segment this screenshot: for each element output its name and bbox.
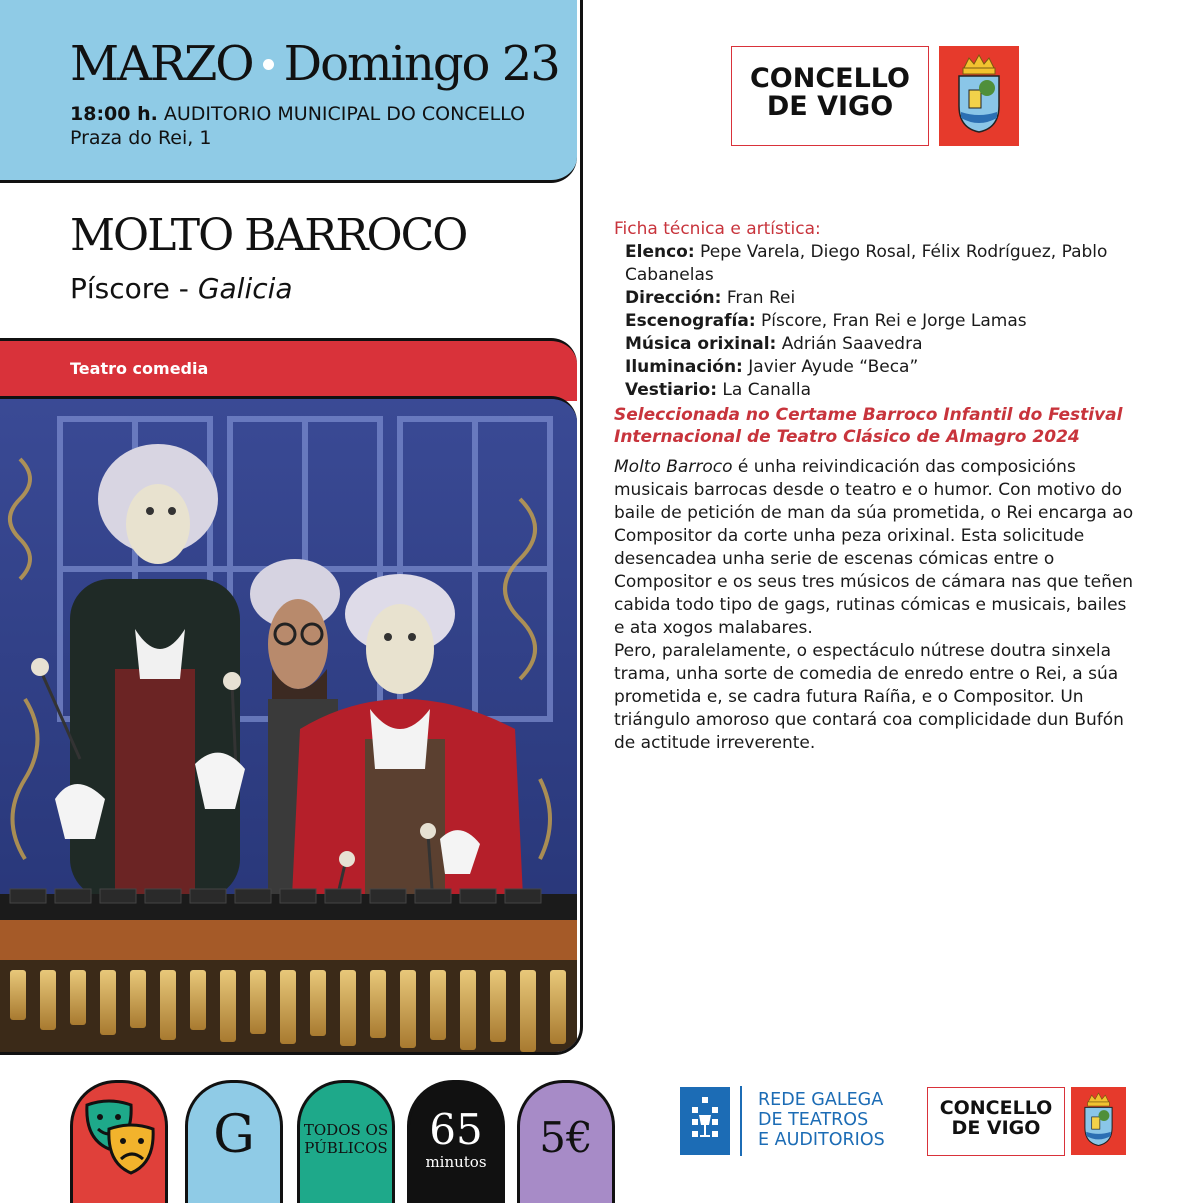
audience-text	[300, 1121, 392, 1157]
synopsis-title-italic: Molto Barroco	[614, 457, 733, 477]
credit-row-elenco	[614, 241, 1134, 287]
event-day: Domingo 23	[283, 36, 559, 92]
company-name: Píscore	[70, 272, 170, 305]
audience-line1: TODOS OS	[303, 1121, 389, 1139]
rede-line2: DE TEATROS	[758, 1110, 869, 1130]
logo-divider	[740, 1086, 742, 1156]
audience-badge	[297, 1080, 395, 1203]
show-title: MOLTO BARROCO	[70, 210, 467, 261]
credit-value: La Canalla	[722, 380, 812, 400]
show-genre: Teatro comedia	[70, 359, 209, 378]
credit-value: Pepe Varela, Diego Rosal, Félix Rodríguez, Pablo Cabanelas	[625, 242, 1108, 285]
credit-label: Escenografía:	[625, 311, 756, 331]
rede-line1: REDE GALEGA	[758, 1090, 884, 1110]
credits-section	[614, 218, 1134, 755]
credit-row-escenografia	[614, 310, 1134, 333]
concello-logo-line2: DE VIGO	[951, 1116, 1041, 1139]
credit-label: Dirección:	[625, 288, 722, 308]
duration-unit: minutos	[425, 1153, 487, 1171]
credit-label: Música orixinal:	[625, 334, 777, 354]
audience-line2: PÚBLICOS	[304, 1139, 388, 1157]
rede-line3: E AUDITORIOS	[758, 1130, 885, 1150]
credit-value: Javier Ayude “Beca”	[748, 357, 919, 377]
event-address: Praza do Rei, 1	[70, 127, 212, 149]
festival-selection: Seleccionada no Certame Barroco Infantil do Festival Internacional de Teatro Clásico de Almagro 2024	[614, 405, 1123, 447]
synopsis-text-1: é unha reivindicación das composicións musicais barrocas desde o teatro e o humor. Con motivo do baile de petición de man da súa prometida, o Rei encarga ao Compositor da corte unha peza orixinal. Esta solicitude desencadea unha serie de escenas cómicas entre o Compositor e os seus tres músicos de cámara nas que teñen cabida todo tipo de gags, rutinas cómicas e musicais, bailes e ata xogos malabares.	[614, 457, 1134, 638]
show-company	[70, 272, 293, 305]
stage-photo	[0, 396, 577, 1055]
concello-logo-line1: CONCELLO	[939, 1097, 1053, 1119]
price-badge	[517, 1080, 615, 1203]
credits-heading: Ficha técnica e artística:	[614, 219, 821, 239]
concello-logo-bottom	[927, 1087, 1065, 1156]
credit-row-iluminacion	[614, 356, 1134, 379]
event-date	[70, 36, 559, 92]
rede-galega-logo-text	[758, 1090, 885, 1150]
company-separator: -	[169, 272, 198, 305]
theatre-masks-icon	[73, 1083, 165, 1203]
galicia-flag-icon	[680, 1087, 730, 1155]
price-value: 5€	[539, 1113, 593, 1162]
credit-value: Adrián Saavedra	[781, 334, 923, 354]
concello-logo-line1: CONCELLO	[749, 63, 911, 94]
credit-label: Iluminación:	[625, 357, 743, 377]
theatre-masks-badge	[70, 1080, 168, 1203]
event-panel	[0, 0, 583, 1055]
credit-label: Vestiario:	[625, 380, 717, 400]
company-region: Galicia	[197, 272, 293, 305]
event-venue: AUDITORIO MUNICIPAL DO CONCELLO	[163, 103, 526, 125]
synopsis-paragraph-1	[614, 456, 1134, 640]
credit-row-vestiario	[614, 379, 1134, 402]
credit-label: Elenco:	[625, 242, 695, 262]
event-time-venue	[70, 103, 525, 125]
synopsis-paragraph-2: Pero, paralelamente, o espectáculo nútrese doutra sinxela trama, unha sorte de comedia de enredo entre o Rei, a súa prometida e, se cadra futura Raíña, e o Compositor. Un triángulo amoroso que contará coa complicidade dun Bufón de actitude irreverente.	[614, 641, 1124, 753]
duration-badge	[407, 1080, 505, 1203]
duration-value: 65	[429, 1105, 483, 1154]
credit-value: Píscore, Fran Rei e Jorge Lamas	[761, 311, 1027, 331]
concello-logo-top	[731, 46, 929, 146]
event-month: MARZO	[70, 36, 253, 92]
vigo-coat-of-arms-icon	[1071, 1087, 1126, 1155]
credit-row-musica	[614, 333, 1134, 356]
credit-row-direccion	[614, 287, 1134, 310]
bullet-dot	[263, 59, 274, 70]
credit-value: Fran Rei	[726, 288, 796, 308]
rating-badge	[185, 1080, 283, 1203]
concello-logo-line2: DE VIGO	[766, 91, 894, 123]
event-time: 18:00 h.	[70, 103, 158, 125]
rating-value: G	[213, 1105, 255, 1165]
stage-photo-illustration	[0, 399, 577, 1055]
vigo-coat-of-arms-icon	[939, 46, 1019, 146]
